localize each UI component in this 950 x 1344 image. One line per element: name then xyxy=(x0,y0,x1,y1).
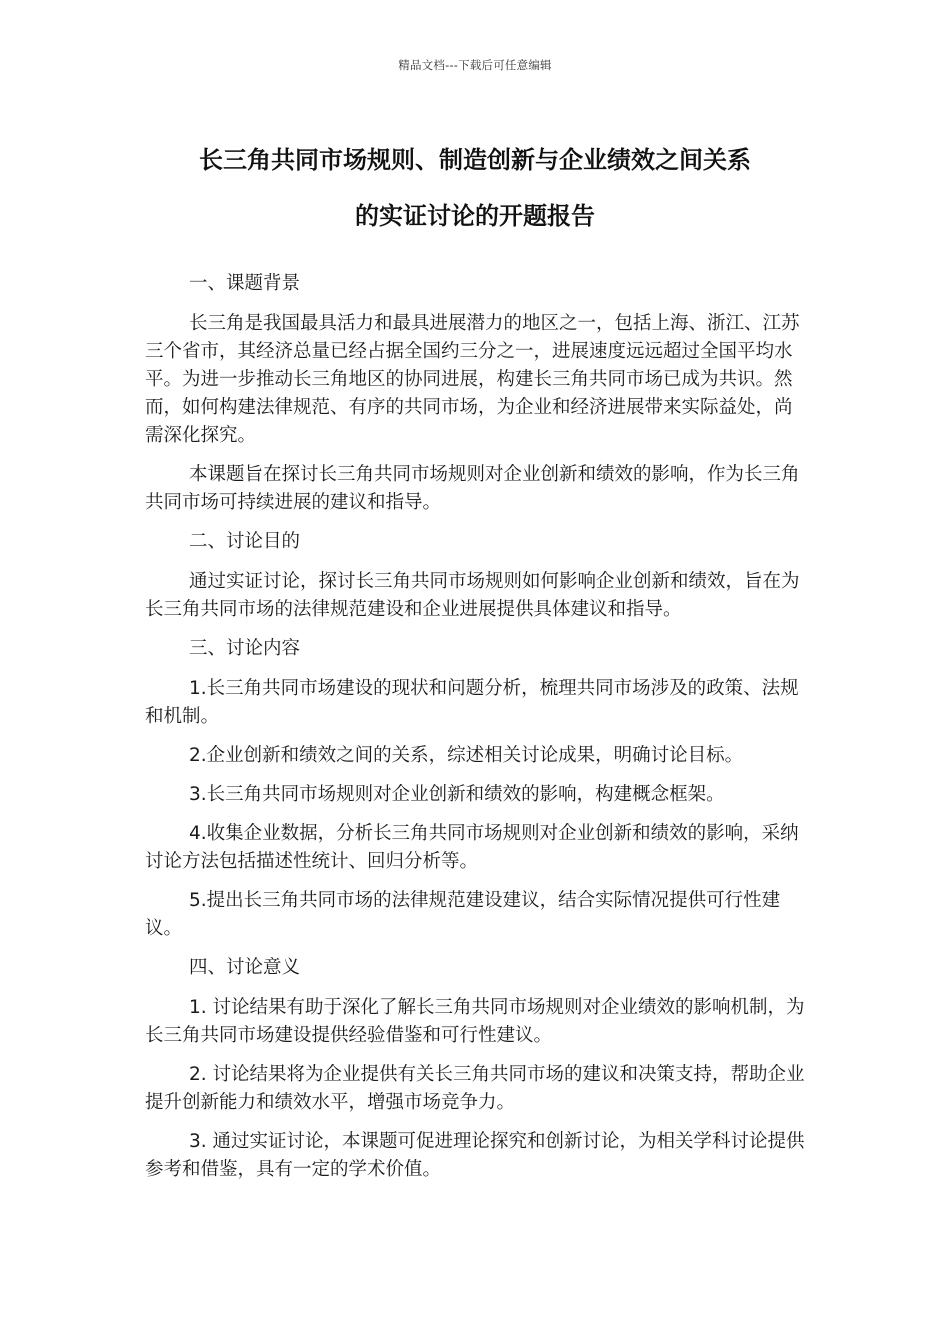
title-line-2: 的实证讨论的开题报告 xyxy=(355,202,595,230)
header-note: 精品文档---下载后可任意编辑 xyxy=(398,58,552,72)
document-title xyxy=(100,132,850,244)
document-body xyxy=(145,270,805,1195)
content-item-5: 5.提出长三角共同市场的法律规范建设建议，结合实际情况提供可行性建议。 xyxy=(145,890,781,939)
significance-item-2: 2. 讨论结果将为企业提供有关长三角共同市场的建议和决策支持，帮助企业提升创新能力和绩效水平，增强市场竞争力。 xyxy=(145,1064,805,1113)
content-item-4: 4.收集企业数据，分析长三角共同市场规则对企业创新和绩效的影响，采纳讨论方法包括描述性统计、回归分析等。 xyxy=(145,823,799,872)
content-item-2: 2.企业创新和绩效之间的关系，综述相关讨论成果，明确讨论目标。 xyxy=(189,745,744,766)
significance-item-1: 1. 讨论结果有助于深化了解长三角共同市场规则对企业绩效的影响机制，为长三角共同市场建设提供经验借鉴和可行性建议。 xyxy=(145,997,805,1046)
paragraph-purpose: 通过实证讨论，探讨长三角共同市场规则如何影响企业创新和绩效，旨在为长三角共同市场的法律规范建设和企业进展提供具体建议和指导。 xyxy=(145,571,800,620)
section-heading-background: 一、课题背景 xyxy=(189,273,301,294)
section-heading-significance: 四、讨论意义 xyxy=(189,957,301,978)
section-heading-content: 三、讨论内容 xyxy=(189,638,301,659)
significance-item-3: 3. 通过实证讨论，本课题可促进理论探究和创新讨论，为相关学科讨论提供参考和借鉴，具有一定的学术价值。 xyxy=(145,1131,805,1180)
section-heading-purpose: 二、讨论目的 xyxy=(189,531,301,552)
paragraph-background-1: 长三角是我国最具活力和最具进展潜力的地区之一，包括上海、浙江、江苏三个省市，其经济总量已经占据全国约三分之一，进展速度远远超过全国平均水平。为进一步推动长三角地区的协同进展，构建长三角共同市场已成为共识。然而，如何构建法律规范、有序的共同市场，为企业和经济进展带来实际益处，尚需深化探究。 xyxy=(145,313,800,446)
content-item-1: 1.长三角共同市场建设的现状和问题分析，梳理共同市场涉及的政策、法规和机制。 xyxy=(145,678,799,727)
paragraph-background-2: 本课题旨在探讨长三角共同市场规则对企业创新和绩效的影响，作为长三角共同市场可持续进展的建议和指导。 xyxy=(145,464,800,513)
content-item-3: 3.长三角共同市场规则对企业创新和绩效的影响，构建概念框架。 xyxy=(189,784,725,805)
title-line-1: 长三角共同市场规则、制造创新与企业绩效之间关系 xyxy=(199,146,751,174)
